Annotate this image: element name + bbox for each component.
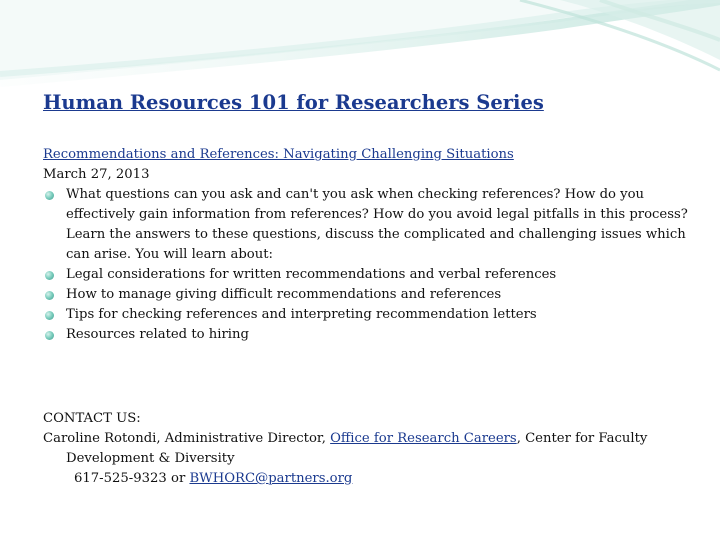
list-item [43,305,693,325]
list-item-text: What questions can you ask and can't you ask when checking references? How do you effectively gain information from references? How do you avoid legal pitfalls in this process? Learn the answers to these questions, discuss the complicated and challenging issues which can arise. You will learn about: [66,187,688,262]
contact-name-text: Caroline Rotondi, Administrative Director, [43,431,331,446]
list-item [43,185,693,265]
phone-text: 617-525-9323 or [74,471,190,486]
list-item-text: Tips for checking references and interpreting recommendation letters [66,307,537,322]
email-link[interactable]: BWHORC@partners.org [189,471,353,486]
contact-phone-line [43,469,703,489]
list-item [43,265,693,285]
office-link[interactable]: Office for Research Careers [330,431,517,446]
contact-section [43,409,703,489]
list-item [43,325,693,345]
list-item-text: How to manage giving difficult recommendations and references [66,287,502,302]
list-item [43,285,693,305]
bullet-icon [45,331,54,340]
session-title-link[interactable]: Recommendations and References: Navigating Challenging Situations [43,147,514,162]
bullet-icon [45,291,54,300]
bullet-icon [45,311,54,320]
contact-org-text: , Center for Faculty [516,431,648,446]
contact-line [43,429,703,449]
topic-list [43,185,693,345]
contact-org-line: Development & Diversity [66,451,235,466]
contact-heading: CONTACT US: [43,411,141,426]
bullet-icon [45,271,54,280]
page-title: Human Resources 101 for Researchers Series [43,91,544,114]
list-item-text: Resources related to hiring [66,327,249,342]
list-item-text: Legal considerations for written recommendations and verbal references [66,267,557,282]
bullet-icon [45,191,54,200]
session-date: March 27, 2013 [43,167,150,182]
